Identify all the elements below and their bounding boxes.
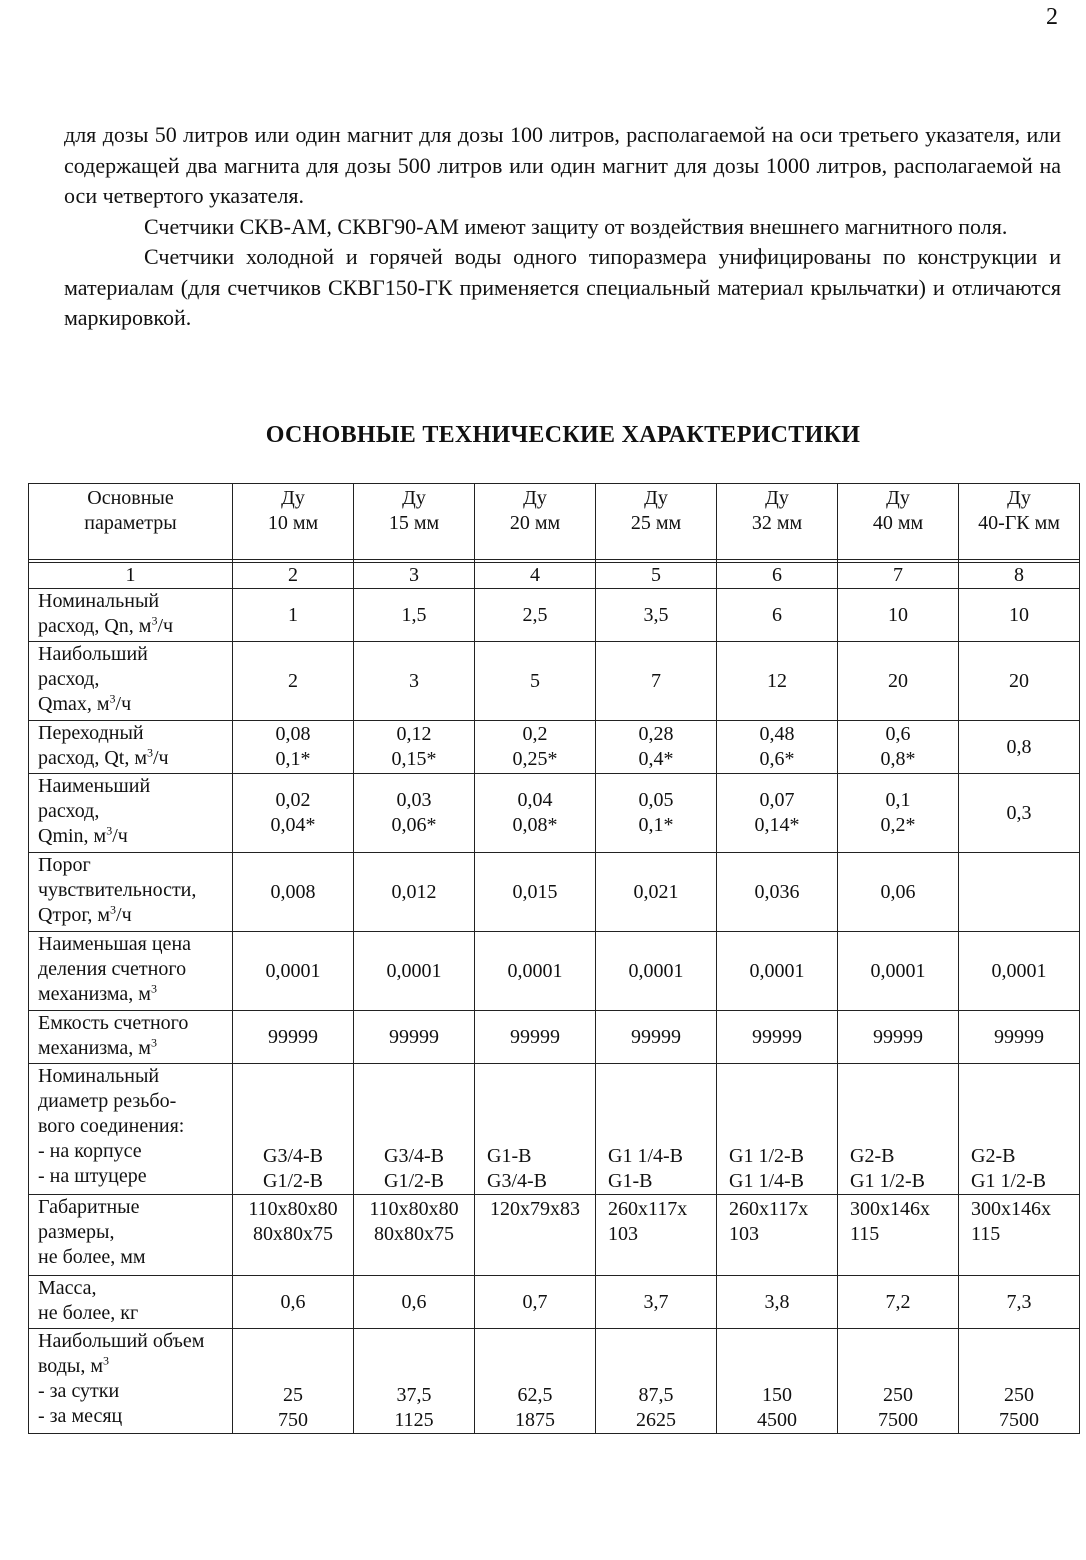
row-value: 120x79x83 — [475, 1195, 596, 1276]
row-value: G2-B G1 1/2-B — [959, 1064, 1080, 1195]
row-label: Номинальный диаметр резьбо- вого соединения: - на корпусе - на штуцере — [29, 1064, 233, 1195]
row-value: 0,07 0,14* — [717, 774, 838, 853]
row-value: G2-B G1 1/2-B — [838, 1064, 959, 1195]
row-value: 0,02 0,04* — [233, 774, 354, 853]
row-value: 87,5 2625 — [596, 1329, 717, 1434]
row-value: 0,1 0,2* — [838, 774, 959, 853]
header-col-3: Ду 15 мм — [354, 484, 475, 560]
row-value: 1 — [233, 589, 354, 642]
row-value: 0,8 — [959, 721, 1080, 774]
row-value: 62,5 1875 — [475, 1329, 596, 1434]
row-value: 0,0001 — [233, 932, 354, 1011]
header-col-4: Ду 20 мм — [475, 484, 596, 560]
row-value: G1 1/4-B G1-B — [596, 1064, 717, 1195]
column-number: 8 — [959, 563, 1080, 589]
row-value: 150 4500 — [717, 1329, 838, 1434]
row-label: Емкость счетного механизма, $м^3$ — [29, 1011, 233, 1064]
row-value: 110x80x80 80x80x75 — [354, 1195, 475, 1276]
row-value: 0,0001 — [596, 932, 717, 1011]
column-number: 4 — [475, 563, 596, 589]
row-label: Порог чувствительности, Qтрог, $м^3/ч$ — [29, 853, 233, 932]
page-number: 2 — [1046, 4, 1058, 30]
row-value: 0,6 — [233, 1276, 354, 1329]
paragraph-2: Счетчики СКВ-АМ, СКВГ90-АМ имеют защиту от воздействия внешнего магнитного поля. — [144, 213, 1008, 239]
table-row — [29, 853, 1080, 932]
row-label: Номинальный расход, Qn, $м^3/ч$ — [29, 589, 233, 642]
row-label: Масса, не более, кг — [29, 1276, 233, 1329]
header-col-8: Ду 40-ГК мм — [959, 484, 1080, 560]
table-row — [29, 1011, 1080, 1064]
table-row — [29, 642, 1080, 721]
row-value: 250 7500 — [838, 1329, 959, 1434]
table-row — [29, 1329, 1080, 1434]
row-value: 300x146x 115 — [838, 1195, 959, 1276]
column-number: 6 — [717, 563, 838, 589]
row-value: 0,7 — [475, 1276, 596, 1329]
row-value: 99999 — [838, 1011, 959, 1064]
row-value: 0,08 0,1* — [233, 721, 354, 774]
row-label: Наибольший объем воды, $м^3$ - за сутки - за месяц — [29, 1329, 233, 1434]
row-value: 0,015 — [475, 853, 596, 932]
row-value: 99999 — [596, 1011, 717, 1064]
row-value: 3,5 — [596, 589, 717, 642]
row-value: 0,0001 — [354, 932, 475, 1011]
column-number: 7 — [838, 563, 959, 589]
row-value: 0,48 0,6* — [717, 721, 838, 774]
row-value: 3,7 — [596, 1276, 717, 1329]
row-value: 1,5 — [354, 589, 475, 642]
paragraph-3: Счетчики холодной и горячей воды одного типоразмера унифицированы по конструкции и материалам (для счетчиков СКВГ150-ГК применяется специальный материал крыльчатки) и отличаются маркировкой. — [64, 244, 1061, 330]
row-label: Наименьшая цена деления счетного механизма, $м^3$ — [29, 932, 233, 1011]
row-value: 0,12 0,15* — [354, 721, 475, 774]
table-row — [29, 721, 1080, 774]
row-value: 10 — [838, 589, 959, 642]
header-row — [29, 484, 1080, 560]
row-value: 260x117x 103 — [717, 1195, 838, 1276]
row-label: Габаритные размеры, не более, мм — [29, 1195, 233, 1276]
row-value: 0,2 0,25* — [475, 721, 596, 774]
row-value: 0,008 — [233, 853, 354, 932]
row-value: 0,021 — [596, 853, 717, 932]
table-row — [29, 932, 1080, 1011]
header-col-2: Ду 10 мм — [233, 484, 354, 560]
row-value: 0,0001 — [717, 932, 838, 1011]
row-value: 99999 — [233, 1011, 354, 1064]
column-number: 5 — [596, 563, 717, 589]
row-label: Переходный расход, Qt, $м^3/ч$ — [29, 721, 233, 774]
row-value: 0,05 0,1* — [596, 774, 717, 853]
row-value: 10 — [959, 589, 1080, 642]
row-value: 0,04 0,08* — [475, 774, 596, 853]
paragraph-1: для дозы 50 литров или один магнит для дозы 100 литров, располагаемой на оси третьего указателя, или содержащей два магнита для дозы 500 литров или один магнит для дозы 1000 литров, располагаемой на оси четвертого указателя. — [64, 122, 1061, 208]
row-value: 3 — [354, 642, 475, 721]
row-value: G3/4-B G1/2-B — [354, 1064, 475, 1195]
row-value: 0,012 — [354, 853, 475, 932]
header-col-6: Ду 32 мм — [717, 484, 838, 560]
table-row — [29, 1276, 1080, 1329]
row-value: 99999 — [354, 1011, 475, 1064]
section-title: ОСНОВНЫЕ ТЕХНИЧЕСКИЕ ХАРАКТЕРИСТИКИ — [265, 422, 861, 448]
row-value: 20 — [959, 642, 1080, 721]
row-value: 7,2 — [838, 1276, 959, 1329]
row-value: 300x146x 115 — [959, 1195, 1080, 1276]
column-number: 2 — [233, 563, 354, 589]
specs-table — [28, 483, 1080, 1434]
row-value: 99999 — [717, 1011, 838, 1064]
row-value: 12 — [717, 642, 838, 721]
row-value — [959, 853, 1080, 932]
row-label: Наименьший расход, Qmin, $м^3/ч$ — [29, 774, 233, 853]
row-value: 0,06 — [838, 853, 959, 932]
column-number: 3 — [354, 563, 475, 589]
row-value: 25 750 — [233, 1329, 354, 1434]
header-col-7: Ду 40 мм — [838, 484, 959, 560]
row-value: 99999 — [959, 1011, 1080, 1064]
column-number: 1 — [29, 563, 233, 589]
row-value: 250 7500 — [959, 1329, 1080, 1434]
row-value: 0,28 0,4* — [596, 721, 717, 774]
paragraph-continuation — [64, 120, 1061, 334]
row-value: 2,5 — [475, 589, 596, 642]
row-value: 20 — [838, 642, 959, 721]
row-value: 0,0001 — [959, 932, 1080, 1011]
row-value: 6 — [717, 589, 838, 642]
row-value: 99999 — [475, 1011, 596, 1064]
row-value: 260x117x 103 — [596, 1195, 717, 1276]
row-value: 0,0001 — [475, 932, 596, 1011]
row-value: 37,5 1125 — [354, 1329, 475, 1434]
row-value: 0,3 — [959, 774, 1080, 853]
row-value: G1 1/2-B G1 1/4-B — [717, 1064, 838, 1195]
row-label: Наибольший расход, Qmax, $м^3/ч$ — [29, 642, 233, 721]
row-value: 5 — [475, 642, 596, 721]
row-value: 0,03 0,06* — [354, 774, 475, 853]
row-value: 3,8 — [717, 1276, 838, 1329]
row-value: 0,036 — [717, 853, 838, 932]
row-value: 7 — [596, 642, 717, 721]
row-value: 0,6 — [354, 1276, 475, 1329]
row-value: 7,3 — [959, 1276, 1080, 1329]
row-value: 110x80x80 80x80x75 — [233, 1195, 354, 1276]
row-value: G1-B G3/4-B — [475, 1064, 596, 1195]
table-row — [29, 774, 1080, 853]
table-row — [29, 1195, 1080, 1276]
row-value: 2 — [233, 642, 354, 721]
table-row — [29, 589, 1080, 642]
header-param: Основные параметры — [29, 484, 233, 560]
table-row — [29, 1064, 1080, 1195]
row-value: 0,6 0,8* — [838, 721, 959, 774]
header-col-5: Ду 25 мм — [596, 484, 717, 560]
row-value: 0,0001 — [838, 932, 959, 1011]
row-value: G3/4-B G1/2-B — [233, 1064, 354, 1195]
column-numbers-row — [29, 563, 1080, 589]
